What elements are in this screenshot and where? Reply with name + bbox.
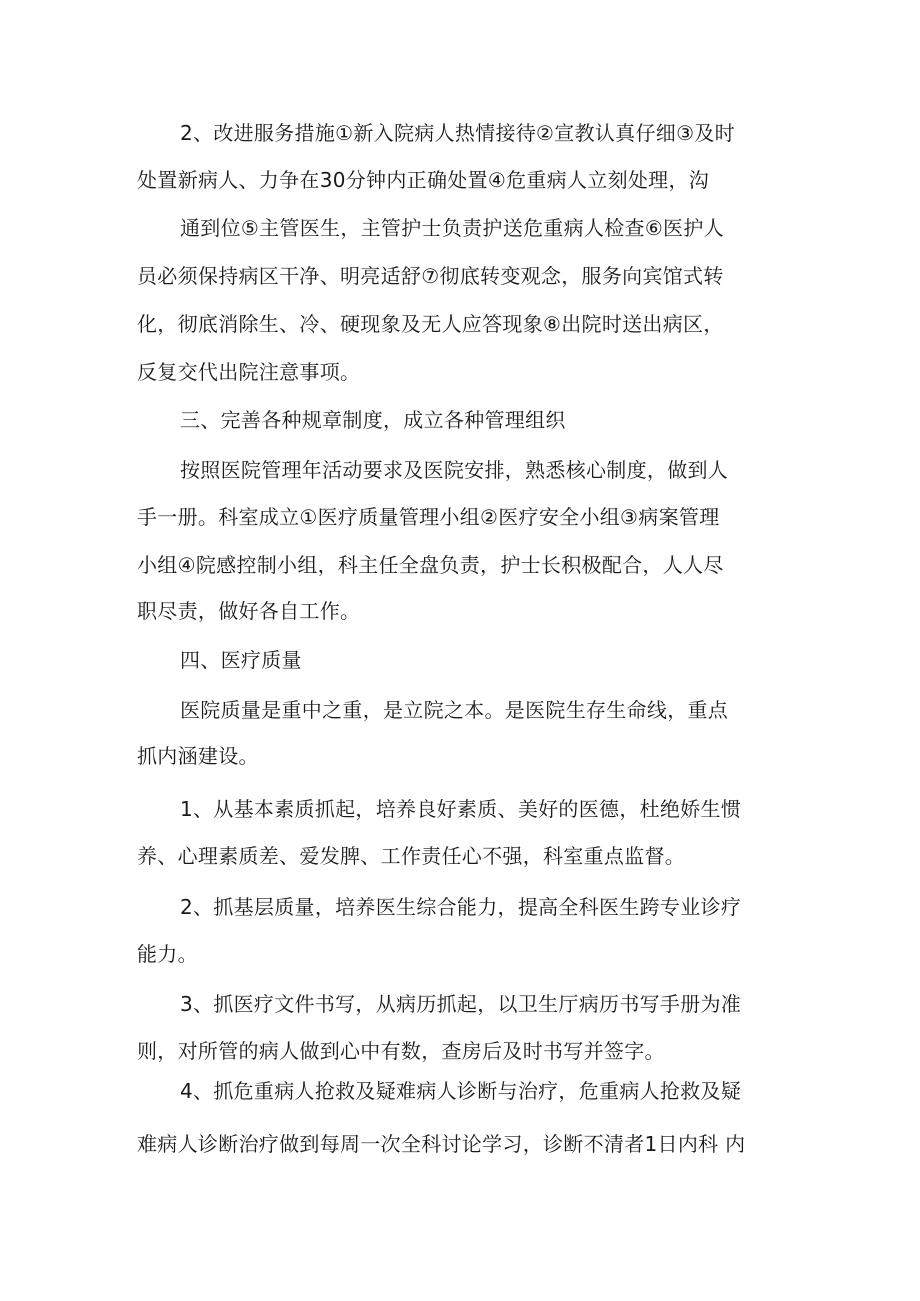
text-line-2: 处置新病人、力争在30分钟内正确处置④危重病人立刻处理，沟: [137, 168, 710, 192]
text-line-19: 3、抓医疗文件书写，从病历抓起，以卫生厅病历书写手册为准: [180, 992, 742, 1016]
text-line-9: 手一册。科室成立①医疗质量管理小组②医疗安全小组③病案管理: [137, 505, 720, 529]
text-line-13: 医院质量是重中之重，是立院之本。是医院生存生命线，重点: [180, 698, 729, 722]
text-line-22: 难病人诊断治疗做到每周一次全科讨论学习，诊断不清者1日内科 内: [137, 1132, 746, 1156]
text-line-15: 1、从基本素质抓起，培养良好素质、美好的医德，杜绝娇生惯: [180, 797, 742, 821]
text-line-4: 员必须保持病区干净、明亮适舒⑦彻底转变观念，服务向宾馆式转: [137, 264, 724, 288]
text-line-21: 4、抓危重病人抢救及疑难病人诊断与治疗，危重病人抢救及疑: [180, 1079, 742, 1103]
text-line-10: 小组④院感控制小组，科主任全盘负责，护士长积极配合，人人尽: [137, 553, 724, 577]
section-heading-4: 四、医疗质量: [180, 648, 302, 672]
text-line-1: 2、改进服务措施①新入院病人热情接待②宣教认真仔细③及时: [180, 121, 735, 145]
text-line-20: 则，对所管的病人做到心中有数，查房后及时书写并签字。: [137, 1039, 665, 1063]
text-line-17: 2、抓基层质量，培养医生综合能力，提高全科医生跨专业诊疗: [180, 895, 742, 919]
text-line-18: 能力。: [137, 942, 198, 966]
text-line-6: 反复交代出院注意事项。: [137, 360, 361, 384]
text-line-8: 按照医院管理年活动要求及医院安排，熟悉核心制度，做到人: [180, 458, 729, 482]
text-line-11: 职尽责，做好各自工作。: [137, 599, 361, 623]
text-line-3: 通到位⑤主管医生，主管护士负责护送危重病人检查⑥医护人: [180, 216, 724, 240]
text-line-14: 抓内涵建设。: [137, 744, 259, 768]
text-line-16: 养、心理素质差、爱发脾、工作责任心不强，科室重点监督。: [137, 844, 686, 868]
section-heading-3: 三、完善各种规章制度，成立各种管理组织: [180, 408, 566, 432]
text-line-5: 化，彻底消除生、冷、硬现象及无人应答现象⑧出院时送出病区，: [137, 312, 724, 336]
